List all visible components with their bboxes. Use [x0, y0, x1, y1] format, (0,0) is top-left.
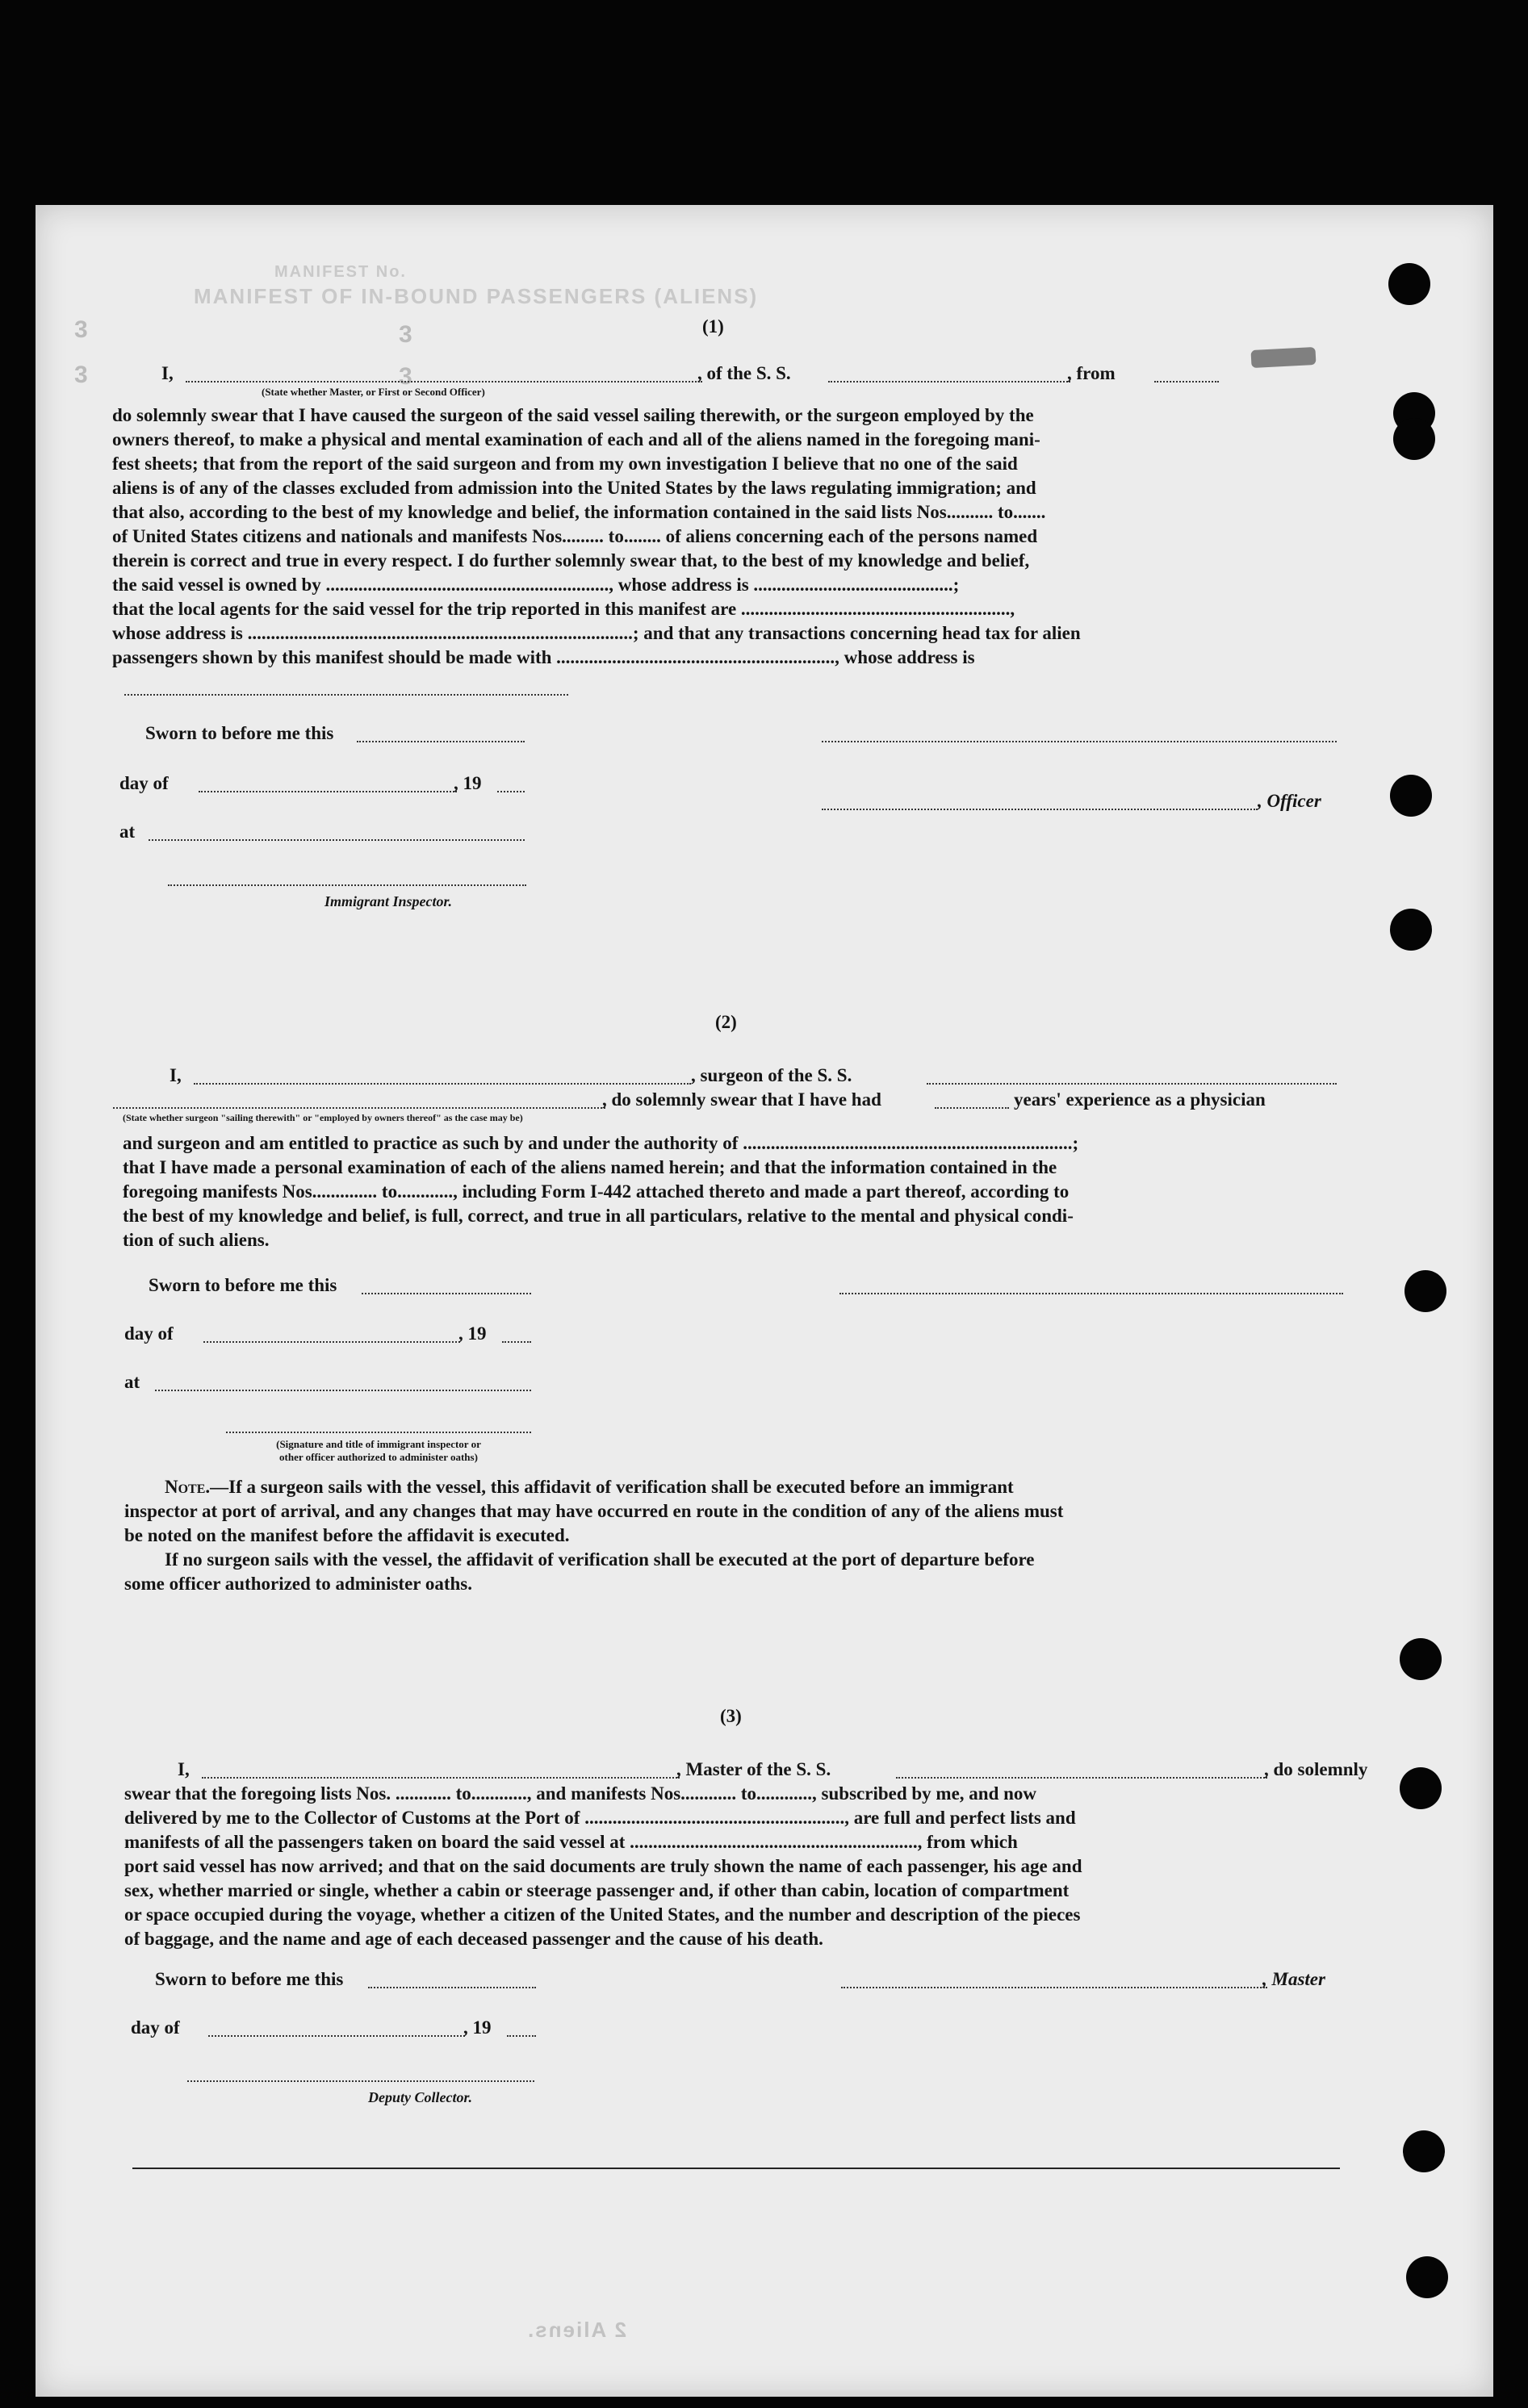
section1-body-line: fest sheets; that from the report of the said surgeon and from my own investigation I believe that no one of the said — [112, 454, 1018, 474]
section1-body-line: therein is correct and true in every respect. I do further solemnly swear that, to the best of my knowledge and belief, — [112, 550, 1030, 571]
section3-master-name-line — [202, 1777, 680, 1779]
bottom-rule — [132, 2168, 1340, 2169]
section3-sworn-label: Sworn to before me this — [155, 1969, 344, 1989]
punch-hole — [1405, 1270, 1446, 1312]
section1-number: (1) — [702, 316, 724, 337]
footer-bleed-text: 2 Aliens. — [526, 2318, 626, 2342]
section1-body-line: passengers shown by this manifest should be made with ............................................................, whose address is — [112, 647, 975, 667]
section3-body-line: or space occupied during the voyage, whether a citizen of the United States, and the number and description of the pieces — [124, 1904, 1081, 1925]
note-line-2: inspector at port of arrival, and any changes that may have occurred en route in the condition of any of the aliens must — [124, 1501, 1064, 1521]
section1-officer-label: , Officer — [1258, 791, 1321, 811]
section1-of-ss: , of the S. S. — [697, 363, 791, 383]
note-line-1 — [124, 1475, 1387, 1499]
section3-body — [124, 1782, 1388, 1951]
note-line-4: If no surgeon sails with the vessel, the affidavit of verification shall be executed at the port of departure before — [165, 1549, 1035, 1570]
section1-body-line: of United States citizens and nationals and manifests Nos......... to........ of aliens concerning each of the persons named — [112, 526, 1038, 546]
surgeon-vessel-line — [927, 1083, 1337, 1085]
section3-body-line: delivered by me to the Collector of Customs at the Port of ........................................................, are full and perfect lists and — [124, 1808, 1076, 1828]
section2-years-label: years' experience as a physician — [1014, 1089, 1266, 1110]
punch-hole — [1393, 418, 1435, 460]
section3-day-of-label: day of — [131, 2017, 180, 2038]
section3-year-line — [507, 2035, 536, 2037]
section1-body-line: owners thereof, to make a physical and mental examination of each and all of the aliens named in the foregoing mani- — [112, 429, 1040, 449]
port-from-line — [1154, 381, 1219, 383]
section3-body-line: sex, whether married or single, whether a cabin or steerage passenger and, if other than cabin, location of compartment — [124, 1880, 1070, 1900]
section2-day-of-label: day of — [124, 1323, 174, 1344]
section2-body-line: the best of my knowledge and belief, is full, correct, and true in all particulars, relative to the mental and physical condi- — [123, 1206, 1074, 1226]
note-label: Note. — [165, 1477, 211, 1497]
section1-i-label: I, — [161, 363, 174, 383]
section3-day-line — [208, 2035, 465, 2037]
section2-caption: (State whether surgeon "sailing therewith" or "employed by owners thereof" as the case may be) — [123, 1112, 523, 1123]
section2-signature-caption-1: (Signature and title of immigrant inspector or — [276, 1438, 481, 1450]
note-line-3: be noted on the manifest before the affidavit is executed. — [124, 1525, 570, 1545]
section3-i-label: I, — [178, 1759, 190, 1779]
section1-officer-signature-top — [822, 741, 1337, 742]
inspector-label: Immigrant Inspector. — [324, 893, 453, 909]
surgeon-status-line — [113, 1107, 605, 1109]
section2-at-label: at — [124, 1372, 140, 1392]
punch-hole — [1400, 1638, 1442, 1680]
inspector-signature-line — [168, 884, 526, 886]
section2-i-label: I, — [170, 1065, 182, 1085]
section2-swear-label: , do solemnly swear that I have had — [602, 1089, 881, 1110]
section1-officer-line — [822, 809, 1258, 810]
section3-master-signature-line — [841, 1987, 1267, 1988]
section3-body-line: port said vessel has now arrived; and that on the said documents are truly shown the name of each passenger, his age and — [124, 1856, 1082, 1876]
section1-day-of-label: day of — [119, 773, 169, 793]
left-margin-number-1: 3 — [74, 316, 90, 343]
section2-signature-caption-2: other officer authorized to administer oaths) — [279, 1451, 478, 1463]
section2-signature-line — [839, 1293, 1343, 1294]
section1-year-label: , 19 — [454, 773, 482, 793]
section1-at-label: at — [119, 821, 136, 842]
section1-body-line: that the local agents for the said vessel for the trip reported in this manifest are .........................................................., — [112, 599, 1015, 619]
section1-from: , from — [1067, 363, 1116, 383]
master-name-line — [186, 381, 702, 383]
punch-hole — [1403, 2130, 1445, 2172]
section1-body-line: whose address is ...................................................................................; and that any transactions concerning head tax for alien — [112, 623, 1081, 643]
right-margin-number-2: 3 — [399, 363, 414, 390]
section3-solemnly-label: , do solemnly — [1264, 1759, 1368, 1779]
section1-body-line: that also, according to the best of my knowledge and belief, the information contained in the said lists Nos.......... to....... — [112, 502, 1046, 522]
section1-body-line: the said vessel is owned by ............................................................., whose address is ...........................................; — [112, 575, 960, 595]
section1-year-line — [497, 791, 525, 792]
header-title: MANIFEST OF IN-BOUND PASSENGERS (ALIENS) — [194, 284, 759, 308]
section1-body-line: aliens is of any of the classes excluded from admission into the United States by the laws regulating immigration; and — [112, 478, 1036, 498]
punch-hole — [1400, 1767, 1442, 1809]
section1-caption: (State whether Master, or First or Second Officer) — [262, 386, 485, 398]
section2-body-line: tion of such aliens. — [123, 1230, 270, 1250]
section3-master-signature-label: , Master — [1262, 1969, 1325, 1989]
stamp-mark — [1250, 347, 1316, 368]
section2-day-line — [203, 1341, 460, 1343]
section3-vessel-line — [896, 1777, 1267, 1779]
header-manifest-no: MANIFEST No. — [274, 263, 407, 281]
section1-body — [112, 403, 1379, 670]
section2-inspector-line — [226, 1432, 531, 1433]
section2-body-line: that I have made a personal examination of each of the aliens named herein; and that the information contained in the — [123, 1157, 1057, 1177]
punch-hole — [1388, 263, 1430, 305]
left-margin-number-2: 3 — [74, 362, 90, 388]
punch-hole — [1406, 2256, 1448, 2298]
section2-at-line — [155, 1390, 531, 1391]
section3-sworn-line — [368, 1987, 536, 1988]
section2-body-line: and surgeon and am entitled to practice as such by and under the authority of .......................................................................; — [123, 1133, 1079, 1153]
section1-day-line — [199, 791, 457, 792]
section2-sworn-label: Sworn to before me this — [149, 1275, 337, 1295]
section2-surgeon-label: , surgeon of the S. S. — [691, 1065, 852, 1085]
punch-hole — [1390, 775, 1432, 817]
note-text-1: —If a surgeon sails with the vessel, this affidavit of verification shall be executed before an immigrant — [210, 1477, 1014, 1497]
section2-body-line: foregoing manifests Nos.............. to............, including Form I-442 attached thereto and made a part thereof, according to — [123, 1181, 1070, 1202]
section1-sworn-label: Sworn to before me this — [145, 723, 334, 743]
section3-body-line: manifests of all the passengers taken on board the said vessel at .............................................................., from which — [124, 1832, 1018, 1852]
section2-body — [123, 1131, 1387, 1252]
section3-year-label: , 19 — [463, 2017, 492, 2038]
note-block — [124, 1475, 1387, 1596]
deputy-collector-label: Deputy Collector. — [368, 2089, 472, 2105]
manifest-sheet — [36, 205, 1493, 2397]
section3-master-label: , Master of the S. S. — [676, 1759, 831, 1779]
section2-sworn-line — [362, 1293, 531, 1294]
section3-body-line: swear that the foregoing lists Nos. ............ to............, and manifests Nos............ to............, subscribed by me, and now — [124, 1783, 1037, 1804]
right-margin-number-1: 3 — [399, 321, 414, 348]
section3-number: (3) — [720, 1706, 742, 1726]
section2-year-label: , 19 — [458, 1323, 487, 1344]
years-experience-line — [935, 1107, 1009, 1109]
punch-hole — [1390, 909, 1432, 951]
section1-sworn-line — [357, 741, 525, 742]
section2-number: (2) — [715, 1012, 737, 1032]
vessel-name-line — [828, 381, 1070, 383]
section3-body-line: of baggage, and the name and age of each deceased passenger and the cause of his death. — [124, 1929, 823, 1949]
section1-body-line: do solemnly swear that I have caused the surgeon of the said vessel sailing therewith, or the surgeon employed by the — [112, 405, 1034, 425]
section1-at-line — [149, 839, 525, 841]
section2-year-line — [502, 1341, 531, 1343]
deputy-collector-line — [187, 2080, 534, 2082]
section1-continuation-line — [124, 694, 568, 696]
note-line-5: some officer authorized to administer oaths. — [124, 1574, 472, 1594]
surgeon-name-line — [194, 1083, 691, 1085]
